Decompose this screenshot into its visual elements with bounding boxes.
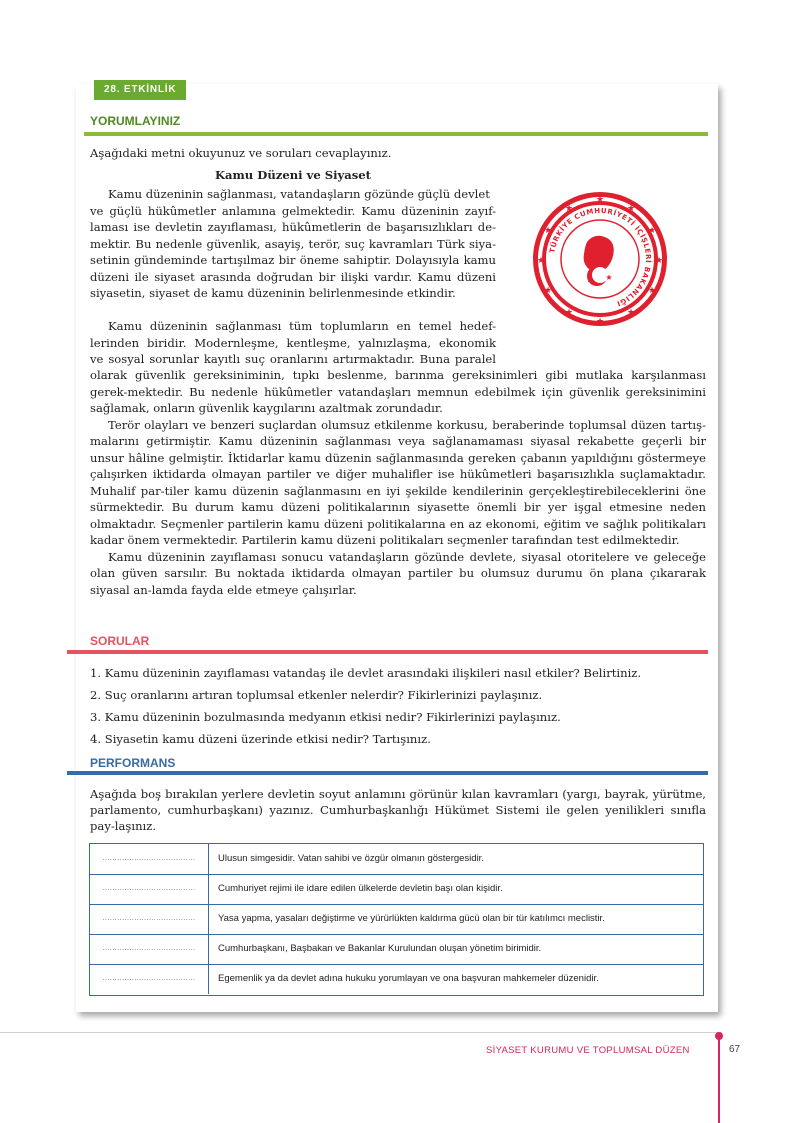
- section-title-interpret: YORUMLAYINIZ: [90, 114, 181, 128]
- intro-text: Aşağıdaki metni okuyunuz ve soruları cevaplayınız.: [90, 146, 392, 160]
- section-rule-blue: [67, 771, 708, 775]
- p1-line: mektir. Bu nedenle güvenlik, asayiş, terör, suç kavramları Türk siya-: [90, 236, 496, 251]
- svg-text:★: ★: [626, 204, 636, 214]
- row-description: Cumhuriyet rejimi ile idare edilen ülkelerde devletin başı olan kişidir.: [218, 883, 503, 894]
- answer-blank[interactable]: ......................................: [90, 844, 209, 874]
- footer-chapter-title: SİYASET KURUMU VE TOPLUMSAL DÜZEN: [486, 1045, 690, 1056]
- article-paragraph-2-start: [90, 318, 496, 368]
- p2-line: lerinden biridir. Modernleşme, kentleşme, yalnızlaşma, ekonomik: [90, 335, 496, 350]
- question-item: 1. Kamu düzeninin zayıflaması vatandaş ile devlet arasındaki ilişkileri nasıl etkiler? Belirtiniz.: [90, 666, 642, 680]
- section-title-performance: PERFORMANS: [90, 756, 176, 770]
- svg-text:★: ★: [564, 308, 574, 318]
- activity-label: 28. ETKİNLİK: [94, 80, 186, 100]
- section-title-questions: SORULAR: [90, 634, 150, 648]
- svg-text:★: ★: [605, 273, 613, 282]
- article-body-full: [90, 367, 706, 598]
- answer-blank[interactable]: ......................................: [90, 934, 209, 964]
- footer-divider: [0, 1032, 722, 1033]
- svg-text:★: ★: [647, 286, 657, 296]
- article-paragraph-1: [90, 186, 496, 302]
- footer-vertical-line: [718, 1036, 720, 1123]
- question-item: 4. Siyasetin kamu düzeni üzerinde etkisi nedir? Tartışınız.: [90, 732, 431, 746]
- row-description: Cumhurbaşkanı, Başbakan ve Bakanlar Kurulundan oluşan yönetim birimidir.: [218, 943, 542, 954]
- p1-line: düzeni ile siyaset arasında doğrudan bir ilişki vardır. Kamu düzeni: [90, 269, 496, 284]
- article-paragraph-3: Terör olayları ve benzeri suçlardan olumsuz etkilenme korkusu, beraberinde toplumsal düzen tartış-malarını getirmiştir. Kamu düzeninin sağlanması veya sağlanamaması siyasal rekabette geçerli bir unsur hâline gelmiştir. İktidarlar kamu düzenin sağlanmasında gereken çabanın yapıldığını göstermeye çalışırken iktidarda olmayan partiler ve diğer muhalifler ise hükûmetleri başarısızlıkla suçlamaktadır. Muhalif par-tiler kamu düzenin sağlanmasını en iyi şekilde kendilerinin gerçekleştirebileceklerini öne sürmektedir. Bu durum kamu düzeni politikalarının siyasette önemli bir yer işgal etmesine neden olmaktadır. Seçmenler partilerin kamu düzeni politikalarına en az ekonomi, eğitim ve sağlık politikaları kadar önem vermektedir. Partilerin kamu düzeni politikaları seçmenler tarafından test edilmektedir.: [90, 417, 706, 547]
- table-row: [90, 844, 703, 875]
- svg-text:★: ★: [595, 195, 605, 205]
- svg-text:★: ★: [543, 226, 553, 236]
- row-description: Yasa yapma, yasaları değiştirme ve yürürlükten kaldırma gücü olan bir tür katılımcı meclistir.: [218, 913, 605, 924]
- row-description: Egemenlik ya da devlet adına hukuku yorumlayan ve ona başvuran mahkemeler düzenidir.: [218, 973, 599, 984]
- table-row: [90, 874, 703, 905]
- p2-rest: olarak güvenlik gereksiniminin, tıpkı beslenme, barınma gereksinimleri gibi mutlaka karşılanması gerek-mektedir. Bu nedenle hükûmetler vatandaşları memnun edebilmek için güvenlik gereksinimini sağlamak, onların güvenlik kaygılarını azaltmak zorundadır.: [90, 368, 706, 415]
- question-item: 3. Kamu düzeninin bozulmasında medyanın etkisi nedir? Fikirlerinizi paylaşınız.: [90, 710, 561, 724]
- answer-blank[interactable]: ......................................: [90, 904, 209, 934]
- section-rule-green: [84, 132, 708, 136]
- ministry-seal-logo: [531, 190, 669, 328]
- svg-text:TÜRKİYE CUMHURİYETİ İÇİŞLERİ B: TÜRKİYE CUMHURİYETİ İÇİŞLERİ BAKANLIĞI: [548, 206, 653, 308]
- article-title: Kamu Düzeni ve Siyaset: [214, 168, 372, 182]
- table-row: [90, 904, 703, 935]
- section-rule-red: [67, 650, 708, 654]
- article-paragraph-4: Kamu düzeninin zayıflaması sonucu vatandaşların gözünde devlete, siyasal otoritelere ve geleceğe olan güven sarsılır. Bu noktada iktidarda olmayan partiler bu olumsuz durumu ön plana çıkararak siyasal an-lamda fayda elde etmeye çalışırlar.: [90, 549, 706, 597]
- p1-line: setinin gündeminde tartışılmaz bir öneme sahiptir. Dolayısıyla kamu: [90, 253, 496, 267]
- p1-line: ve güçlü hükûmetler anlamına gelmektedir. Kamu düzeninin zayıf-: [90, 203, 496, 218]
- question-item: 2. Suç oranlarını artıran toplumsal etkenler nelerdir? Fikirlerinizi paylaşınız.: [90, 688, 543, 702]
- performance-intro: Aşağıda boş bırakılan yerlere devletin soyut anlamını görünür kılan kavramları (yargı, bayrak, yürütme, parlamento, cumhurbaşkanı) yazınız. Cumhurbaşkanlığı Hükümet Sistemi ile gelen yenilikleri sınıfla pay-laşınız.: [90, 787, 706, 833]
- p1-line: laması ise devletin zayıflaması, hükûmetlerin de başarısızlıkları de-: [90, 220, 496, 234]
- svg-text:★: ★: [564, 204, 574, 214]
- answer-blank[interactable]: ......................................: [90, 964, 209, 994]
- svg-text:★: ★: [647, 226, 657, 236]
- svg-text:★: ★: [536, 256, 546, 266]
- svg-text:★: ★: [595, 317, 605, 327]
- table-row: [90, 964, 703, 994]
- p2-line: Kamu düzeninin sağlanması tüm toplumların en temel hedef-: [108, 319, 496, 333]
- svg-text:★: ★: [654, 256, 664, 266]
- svg-text:★: ★: [543, 286, 553, 296]
- answer-blank[interactable]: ......................................: [90, 874, 209, 904]
- p1-line: Kamu düzeninin sağlanması, vatandaşların gözünde güçlü devlet: [108, 187, 490, 201]
- row-description: Ulusun simgesidir. Vatan sahibi ve özgür olmanın göstergesidir.: [218, 853, 484, 864]
- performance-table: [89, 843, 704, 996]
- table-row: [90, 934, 703, 965]
- p1-line: siyasetin, siyaset de kamu düzeninin belirlenmesinde etkindir.: [90, 286, 456, 300]
- page-number: 67: [729, 1044, 741, 1055]
- svg-text:★: ★: [626, 308, 636, 318]
- p2-line: ve sosyal sorunlar kayıtlı suç oranlarını artırmaktadır. Buna paralel: [90, 352, 496, 366]
